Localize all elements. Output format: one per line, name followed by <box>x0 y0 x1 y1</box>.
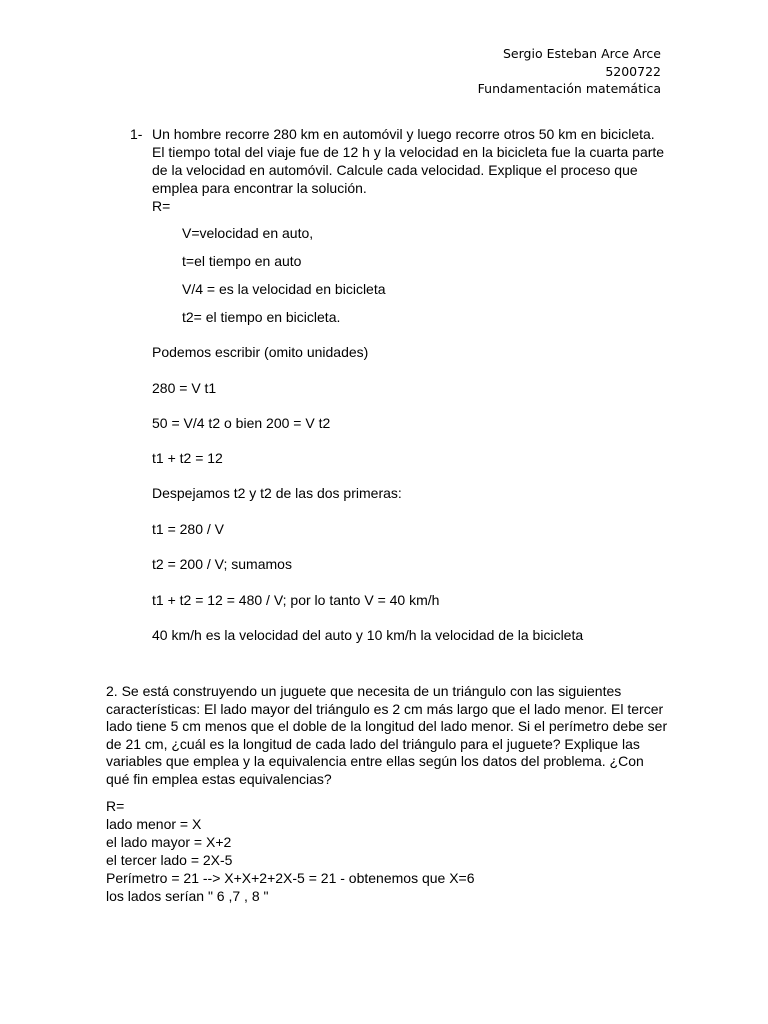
question-2-line: lado tiene 5 cm menos que el doble de la longitud del lado menor. Si el perímetro debe ser <box>106 718 668 734</box>
question-1-line: Un hombre recorre 280 km en automóvil y luego recorre otros 50 km en bicicleta. <box>152 126 655 142</box>
definition-line: t2= el tiempo en bicicleta. <box>182 309 341 325</box>
question-1-line: emplea para encontrar la solución. <box>152 180 367 196</box>
question-2-line: características: El lado mayor del triángulo es 2 cm más largo que el lado menor. El tercer <box>106 701 664 717</box>
question-1-line: de la velocidad en automóvil. Calcule cada velocidad. Explique el proceso que <box>152 162 638 178</box>
answer-line: el tercer lado = 2X-5 <box>106 852 233 868</box>
solution-step: 280 = V t1 <box>152 380 217 396</box>
solution-step: t1 = 280 / V <box>152 521 224 537</box>
answer-line: lado menor = X <box>106 816 202 832</box>
solution-step: t1 + t2 = 12 = 480 / V; por lo tanto V = 40 km/h <box>152 592 440 608</box>
solution-step: Despejamos t2 y t2 de las dos primeras: <box>152 485 402 501</box>
definition-line: t=el tiempo en auto <box>182 253 302 269</box>
course-name: Fundamentación matemática <box>477 81 661 96</box>
solution-conclusion: 40 km/h es la velocidad del auto y 10 km/h la velocidad de la bicicleta <box>152 627 584 643</box>
definition-line: V=velocidad en auto, <box>182 225 314 241</box>
solution-step: t2 = 200 / V; sumamos <box>152 556 292 572</box>
answer-line: el lado mayor = X+2 <box>106 834 232 850</box>
question-2-line: variables que emplea y la equivalencia entre ellas según los datos del problema. ¿Con <box>106 753 644 769</box>
question-2-line: qué fin emplea estas equivalencias? <box>106 771 332 787</box>
question-2-line: 2. Se está construyendo un juguete que necesita de un triángulo con las siguientes <box>106 683 622 699</box>
author-name: Sergio Esteban Arce Arce <box>503 46 661 61</box>
definition-line: V/4 = es la velocidad en bicicleta <box>182 281 386 297</box>
question-1-number: 1- <box>130 126 143 142</box>
question-1-line: El tiempo total del viaje fue de 12 h y la velocidad en la bicicleta fue la cuarta parte <box>152 144 665 160</box>
solution-step: Podemos escribir (omito unidades) <box>152 344 369 360</box>
answer-line: Perímetro = 21 --> X+X+2+2X-5 = 21 - obtenemos que X=6 <box>106 870 475 886</box>
question-1-answer-label: R= <box>152 198 171 214</box>
question-2-line: de 21 cm, ¿cuál es la longitud de cada lado del triángulo para el juguete? Explique las <box>106 736 640 752</box>
solution-step: t1 + t2 = 12 <box>152 450 223 466</box>
student-id: 5200722 <box>605 63 661 79</box>
document-header <box>478 45 661 98</box>
solution-step: 50 = V/4 t2 o bien 200 = V t2 <box>152 415 331 431</box>
question-2-answer-label: R= <box>106 798 125 814</box>
answer-line: los lados serían " 6 ,7 , 8 " <box>106 888 269 904</box>
